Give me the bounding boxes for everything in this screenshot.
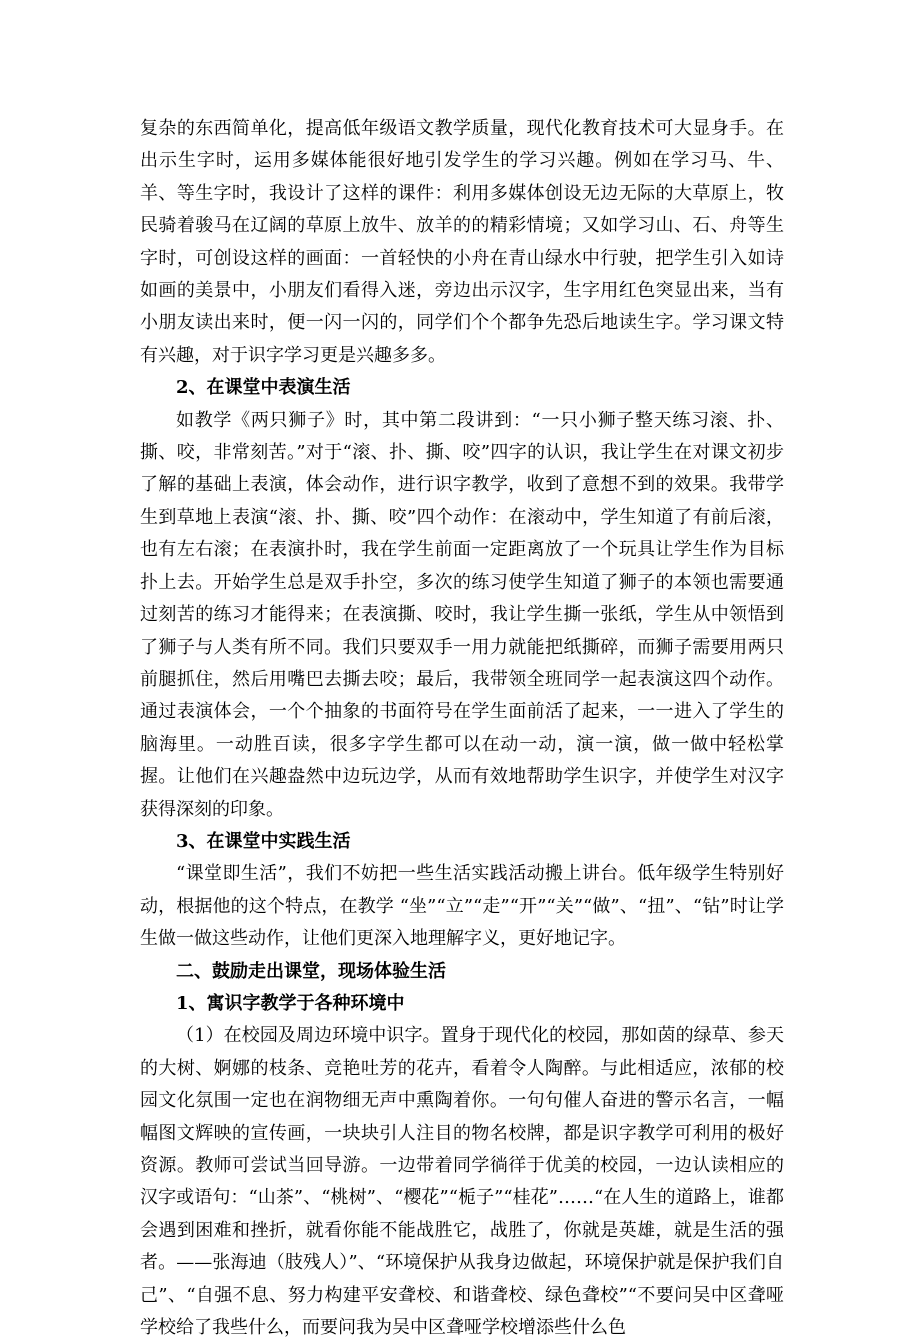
section-heading-practice-life: 3、在课堂中实践生活 [176, 830, 351, 852]
paragraph-lions-example: 如教学《两只狮子》时，其中第二段讲到：“一只小狮子整天练习滚、扑、撕、咬，非常刻苦。”对于“滚、扑、撕、咬”四字的认识，我让学生在对课文初步了解的基础上表演，体会动作，进行识字教学，收到了意想不到的效果。我带学生到草地上表演“滚、扑、撕、咬”四个动作：在滚动中，学生知道了有前后滚，也有左右滚；在表演扑时，我在学生前面一定距离放了一个玩具让学生作为目标扑上去。开始学生总是双手扑空，多次的练习使学生知道了狮子的本领也需要通过刻苦的练习才能得来；在表演撕、咬时，我让学生撕一张纸，学生从中领悟到了狮子与人类有所不同。我们只要双手一用力就能把纸撕碎，而狮子需要用两只前腿抓住，然后用嘴巴去撕去咬；最后，我带领全班同学一起表演这四个动作。通过表演体会，一个个抽象的书面符号在学生面前活了起来，一一进入了学生的脑海里。一动胜百读，很多字学生都可以在动一动，演一演，做一做中轻松掌握。让他们在兴趣盎然中边玩边学，从而有效地帮助学生识字，并使学生对汉字获得深刻的印象。 [140, 409, 784, 820]
paragraph-classroom-life: “课堂即生活”，我们不妨把一些生活实践活动搬上讲台。低年级学生特别好动，根据他的这个特点，在教学 “坐”“立”“走”“开”“关”“做”、“扭”、“钻”时让学生做一做这些动作，让他们更深入地理解字义，更好地记字。 [140, 863, 784, 950]
section-heading-perform-life: 2、在课堂中表演生活 [176, 377, 351, 399]
document-page [140, 113, 784, 1344]
paragraph-campus-literacy: （1）在校园及周边环境中识字。置身于现代化的校园，那如茵的绿草、参天的大树、婀娜的枝条、竞艳吐芳的花卉，看着令人陶醉。与此相适应，浓郁的校园文化氛围一定也在润物细无声中熏陶着你。一句句催人奋进的警示名言，一幅幅图文辉映的宣传画，一块块引人注目的物名校牌，都是识字教学可利用的极好资源。教师可尝试当回导游。一边带着同学徜徉于优美的校园，一边认读相应的汉字或语句：“山茶”、“桃树”、“樱花”“栀子”“桂花”……“在人生的道路上，谁都会遇到困难和挫折，就看你能不能战胜它，战胜了，你就是英雄，就是生活的强者。——张海迪（肢残人）”、“环境保护从我身边做起，环境保护就是保护我们自己”、“自强不息、努力构建平安聋校、和谐聋校、绿色聋校”“不要问吴中区聋哑学校给了我些什么，而要问我为吴中区聋哑学校增添些什么色 [140, 1025, 784, 1339]
paragraph-continuation: 复杂的东西简单化，提高低年级语文教学质量，现代化教育技术可大显身手。在出示生字时，运用多媒体能很好地引发学生的学习兴趣。例如在学习马、牛、羊、等生字时，我设计了这样的课件：利用多媒体创设无边无际的大草原上，牧民骑着骏马在辽阔的草原上放牛、放羊的的精彩情境；又如学习山、石、舟等生字时，可创设这样的画面：一首轻快的小舟在青山绿水中行驶，把学生引入如诗如画的美景中，小朋友们看得入迷，旁边出示汉字，生字用红色突显出来，当有小朋友读出来时，便一闪一闪的，同学们个个都争先恐后地读生字。学习课文特有兴趣，对于识字学习更是兴趣多多。 [140, 118, 784, 366]
section-heading-outside-classroom: 二、鼓励走出课堂，现场体验生活 [176, 960, 446, 982]
subsection-heading-environments: 1、寓识字教学于各种环境中 [176, 992, 405, 1014]
